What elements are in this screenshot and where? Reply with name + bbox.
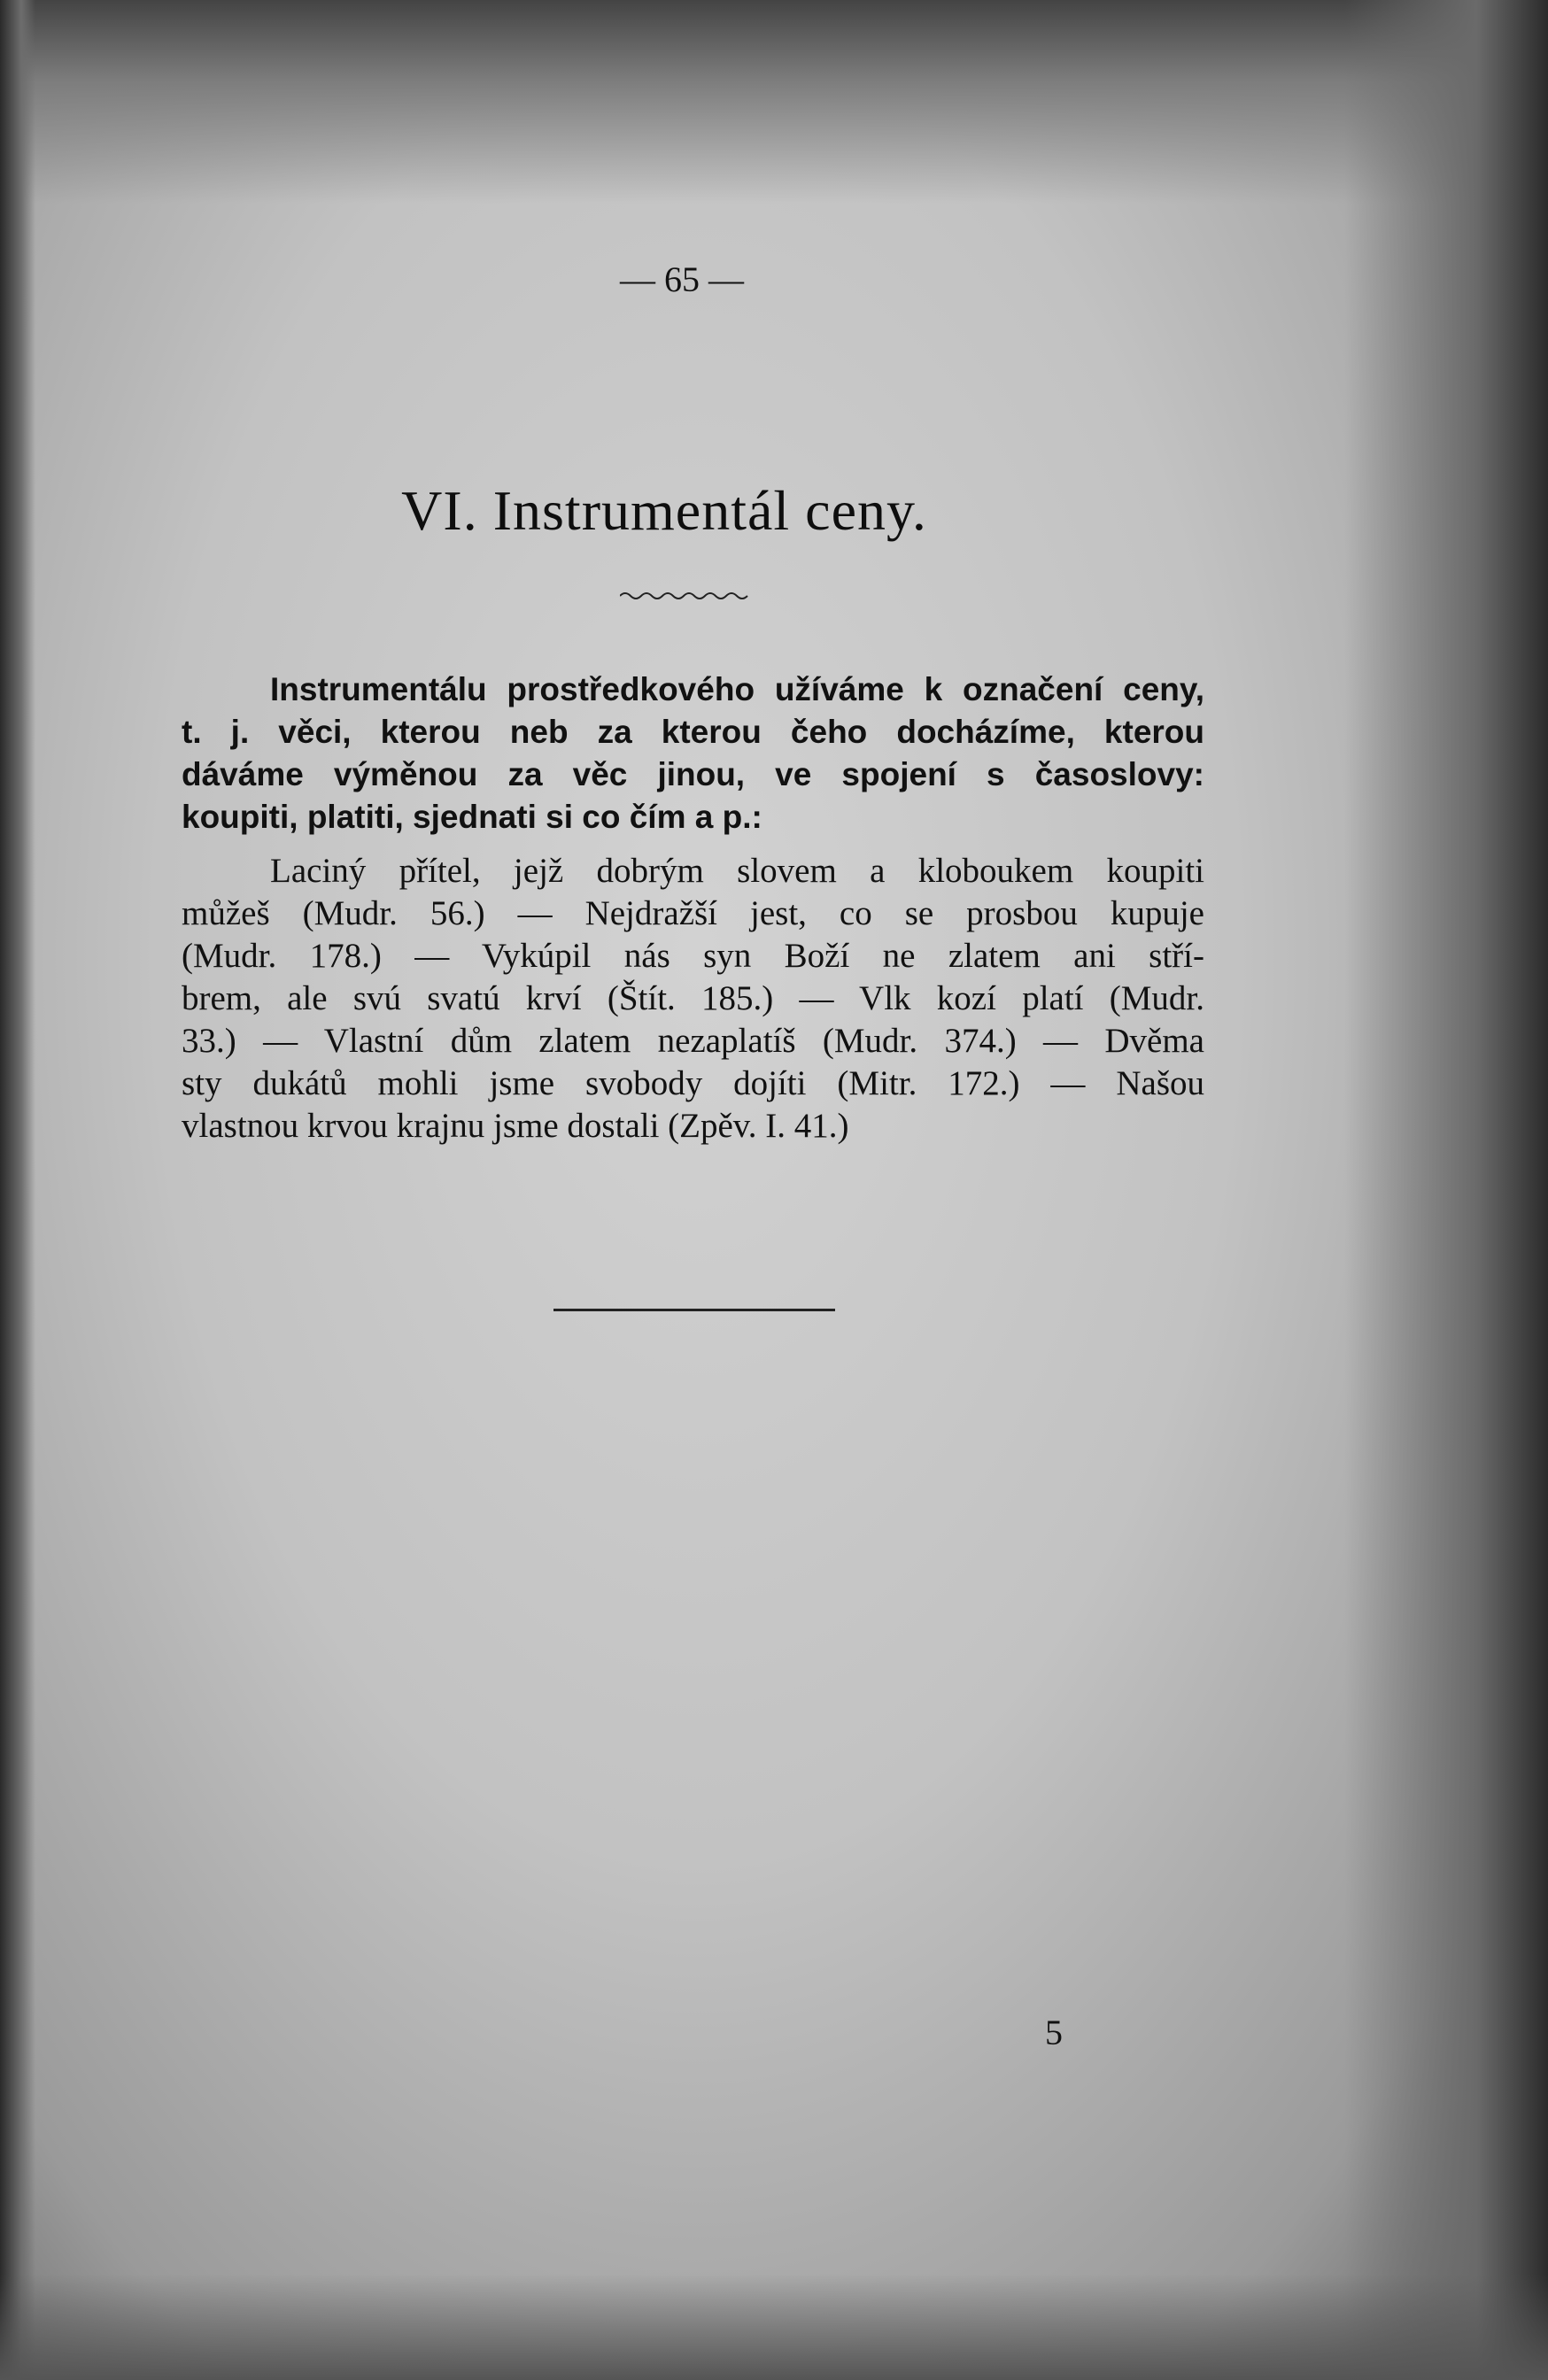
examples-paragraph	[182, 850, 1204, 1148]
example-line: sty dukátů mohli jsme svobody dojíti (Mitr. 172.) — Našou	[182, 1064, 1204, 1102]
example-line: brem, ale svú svatú krví (Štít. 185.) — Vlk kozí platí (Mudr.	[182, 979, 1204, 1017]
example-line: můžeš (Mudr. 56.) — Nejdražší jest, co se prosbou kupuje	[182, 894, 1204, 932]
example-line: (Mudr. 178.) — Vykúpil nás syn Boží ne zlatem ani stří-	[182, 937, 1204, 975]
intro-line: dáváme výměnou za věc jinou, ve spojení s časoslovy:	[182, 756, 1204, 792]
intro-paragraph	[182, 668, 1204, 838]
scan-shadow-right	[1344, 0, 1548, 2380]
chapter-title: VI. Instrumentál ceny.	[401, 479, 927, 542]
intro-line: t. j. věci, kterou neb za kterou čeho docházíme, kterou	[182, 714, 1204, 750]
signature-mark: 5	[1045, 2013, 1063, 2052]
wavy-ornament	[620, 589, 753, 607]
example-line: Laciný přítel, jejž dobrým slovem a kloboukem koupiti	[270, 852, 1204, 890]
scan-shadow-bottom	[0, 2274, 1548, 2380]
scan-shadow-top	[0, 0, 1548, 204]
page-number-header: — 65 —	[620, 259, 744, 299]
intro-line: koupiti, platiti, sjednati si co čím a p.:	[182, 799, 762, 835]
example-line: 33.) — Vlastní dům zlatem nezaplatíš (Mudr. 374.) — Dvěma	[182, 1022, 1204, 1060]
section-divider	[553, 1309, 835, 1311]
intro-line: Instrumentálu prostředkového užíváme k označení ceny,	[270, 671, 1204, 707]
scan-shadow-left	[0, 0, 35, 2380]
example-line: vlastnou krvou krajnu jsme dostali (Zpěv. I. 41.)	[182, 1107, 849, 1145]
